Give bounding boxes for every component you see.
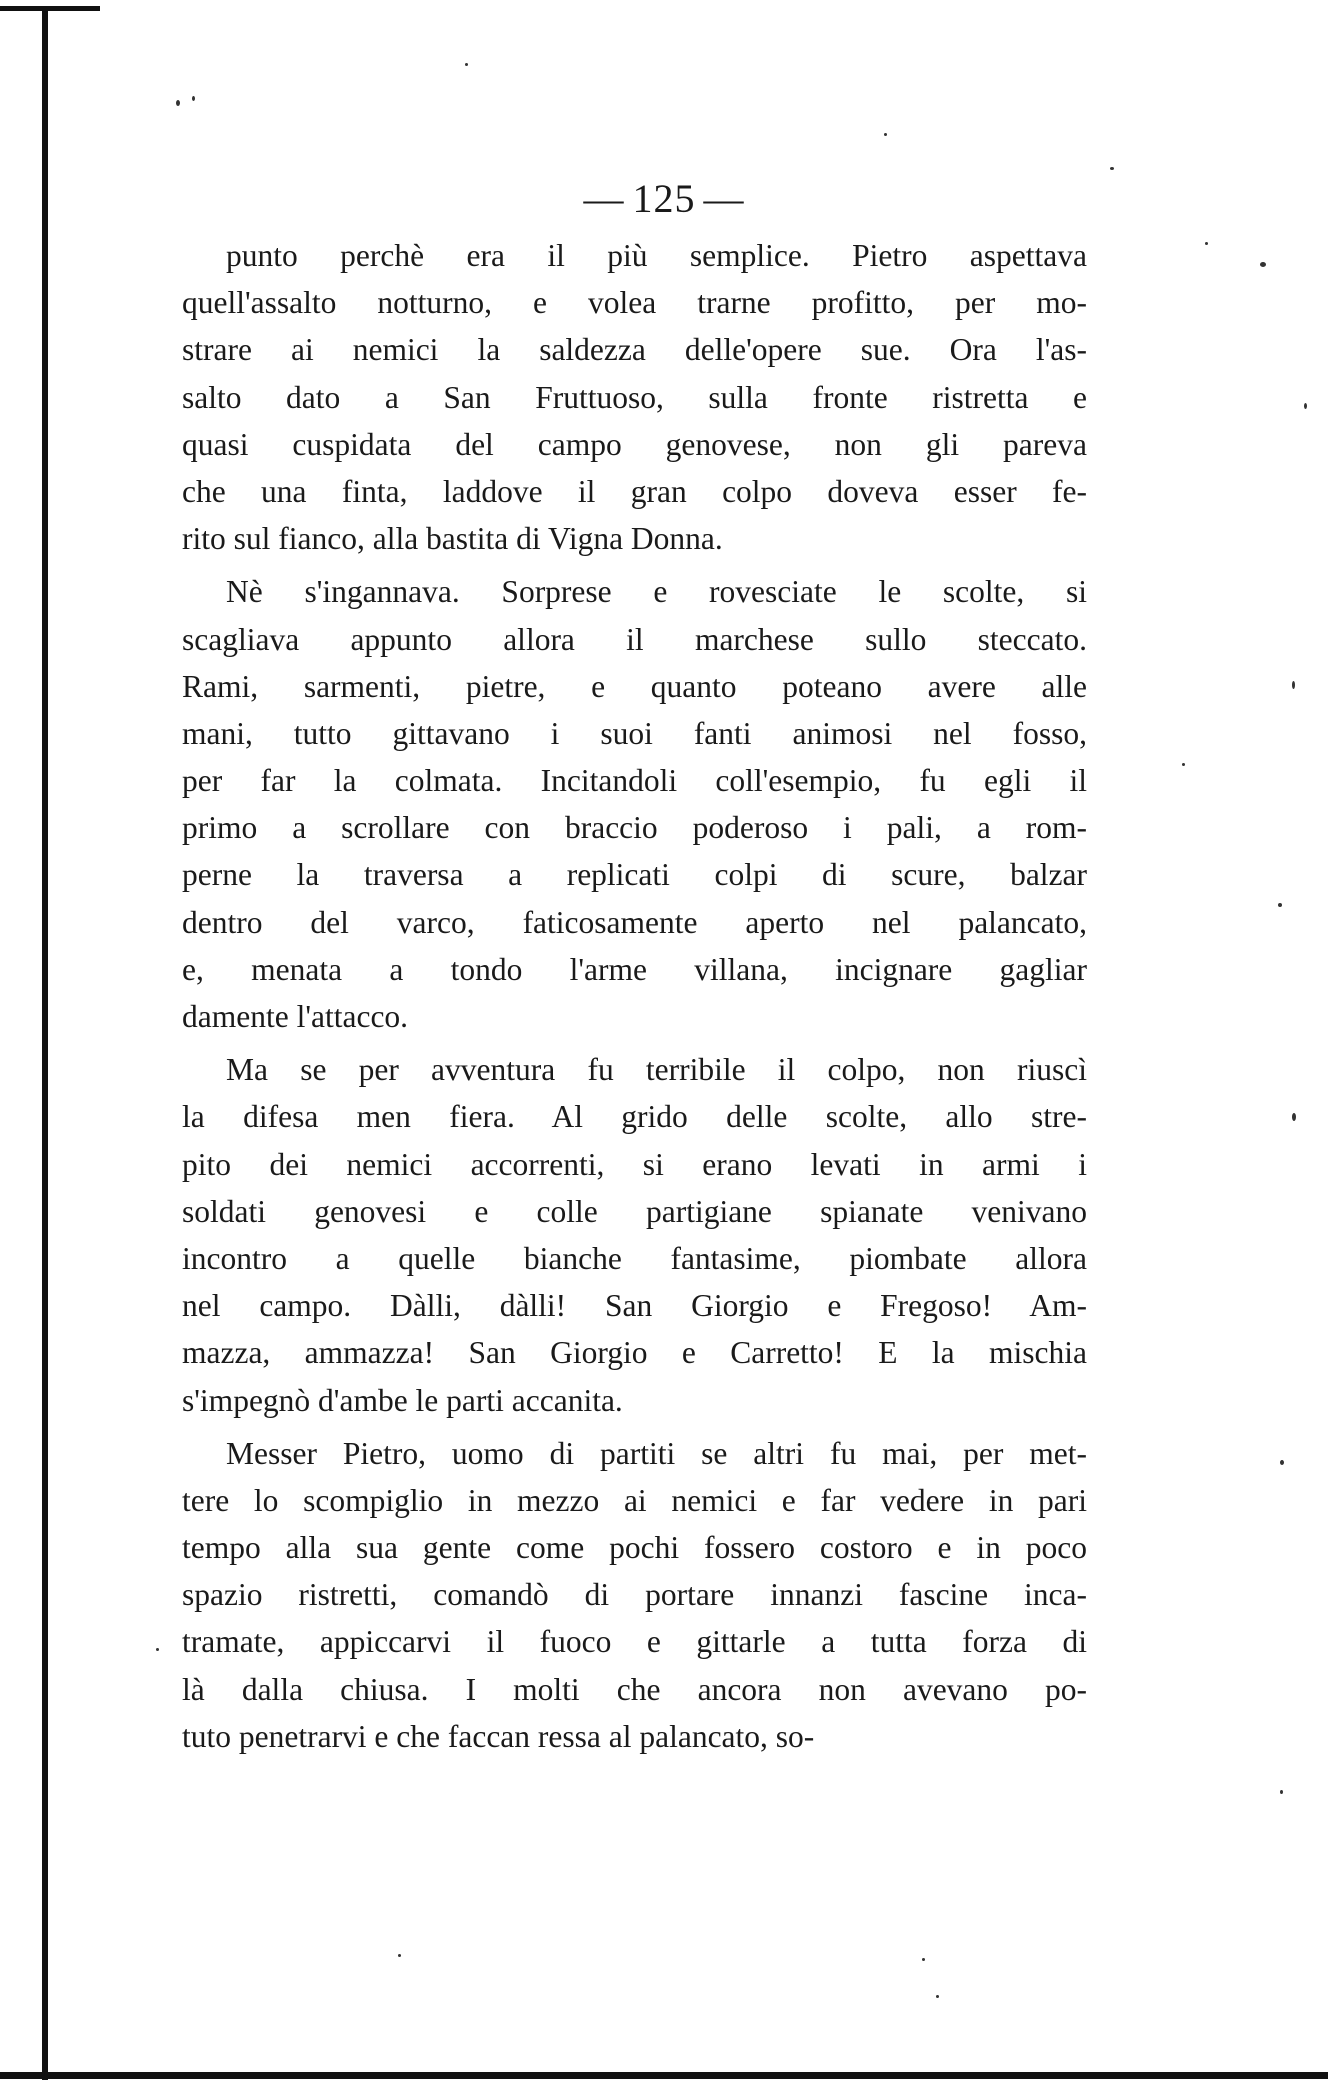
page-number: 125 <box>632 176 696 221</box>
text-line: perne la traversa a replicati colpi di scure, balzar <box>182 857 1087 893</box>
scan-speck <box>156 1648 159 1651</box>
scan-speck <box>1205 242 1208 245</box>
text-line: scagliava appunto allora il marchese sullo steccato. <box>182 621 1087 657</box>
scan-border-bottom <box>0 2072 1328 2079</box>
text-line: Ma se per avventura fu terribile il colpo, non riuscì <box>226 1052 1087 1088</box>
text-line: mazza, ammazza! San Giorgio e Carretto! E la mischia <box>182 1335 1087 1371</box>
scan-speck <box>176 100 180 106</box>
scan-speck <box>465 63 468 66</box>
text-line: spazio ristretti, comandò di portare innanzi fascine inca- <box>182 1577 1087 1613</box>
scan-speck <box>1182 763 1185 766</box>
scan-speck <box>1292 681 1295 689</box>
text-line: primo a scrollare con braccio poderoso i pali, a rom- <box>182 810 1087 846</box>
scan-speck <box>398 1954 401 1957</box>
scan-speck <box>192 96 195 101</box>
text-line: mani, tutto gittavano i suoi fanti animosi nel fosso, <box>182 715 1087 751</box>
text-line: Nè s'ingannava. Sorprese e rovesciate le scolte, si <box>226 574 1087 610</box>
scan-speck <box>1304 403 1307 409</box>
body-text <box>182 232 1087 1760</box>
text-line: incontro a quelle bianche fantasime, piombate allora <box>182 1240 1087 1276</box>
scan-speck <box>884 133 887 136</box>
text-line: per far la colmata. Incitandoli coll'esempio, fu egli il <box>182 763 1087 799</box>
text-line: tramate, appiccarvi il fuoco e gittarle a tutta forza di <box>182 1624 1087 1660</box>
scan-speck <box>1278 903 1282 907</box>
scan-speck <box>1280 1790 1283 1794</box>
text-line: s'impegnò d'ambe le parti accanita. <box>182 1382 623 1418</box>
text-line: tere lo scompiglio in mezzo ai nemici e far vedere in pari <box>182 1482 1087 1518</box>
text-line: che una finta, laddove il gran colpo doveva esser fe- <box>182 473 1087 509</box>
scan-speck <box>1292 1113 1296 1121</box>
text-line: tuto penetrarvi e che faccan ressa al palancato, so- <box>182 1718 815 1754</box>
text-line: Rami, sarmenti, pietre, e quanto poteano avere alle <box>182 668 1087 704</box>
text-line: dentro del varco, faticosamente aperto nel palancato, <box>182 904 1087 940</box>
scan-border-left <box>42 8 48 2080</box>
text-line: rito sul fianco, alla bastita di Vigna Donna. <box>182 521 723 557</box>
text-line: la difesa men fiera. Al grido delle scolte, allo stre- <box>182 1099 1087 1135</box>
scan-speck <box>936 1995 939 1998</box>
scan-border-top <box>0 6 100 11</box>
scan-speck <box>1280 1460 1284 1465</box>
text-line: salto dato a San Fruttuoso, sulla fronte ristretta e <box>182 379 1087 415</box>
text-line: soldati genovesi e colle partigiane spianate venivano <box>182 1193 1087 1229</box>
text-line: strare ai nemici la saldezza delle'opere sue. Ora l'as- <box>182 332 1087 368</box>
text-line: nel campo. Dàlli, dàlli! San Giorgio e Fregoso! Am- <box>182 1288 1087 1324</box>
text-line: pito dei nemici accorrenti, si erano levati in armi i <box>182 1146 1087 1182</box>
scan-speck <box>1260 262 1266 267</box>
text-line: tempo alla sua gente come pochi fossero costoro e in poco <box>182 1530 1087 1566</box>
scan-speck <box>1110 167 1114 170</box>
text-line: punto perchè era il più semplice. Pietro aspettava <box>226 238 1087 273</box>
text-line: damente l'attacco. <box>182 999 409 1034</box>
page-header: — 125 — <box>583 176 745 221</box>
text-line: Messer Pietro, uomo di partiti se altri fu mai, per met- <box>226 1435 1087 1471</box>
text-line: là dalla chiusa. I molti che ancora non avevano po- <box>182 1671 1087 1707</box>
text-line: quell'assalto notturno, e volea trarne profitto, per mo- <box>182 285 1087 321</box>
text-line: quasi cuspidata del campo genovese, non gli pareva <box>182 426 1087 462</box>
text-line: e, menata a tondo l'arme villana, incignare gagliar <box>182 951 1087 987</box>
scan-speck <box>922 1958 925 1961</box>
